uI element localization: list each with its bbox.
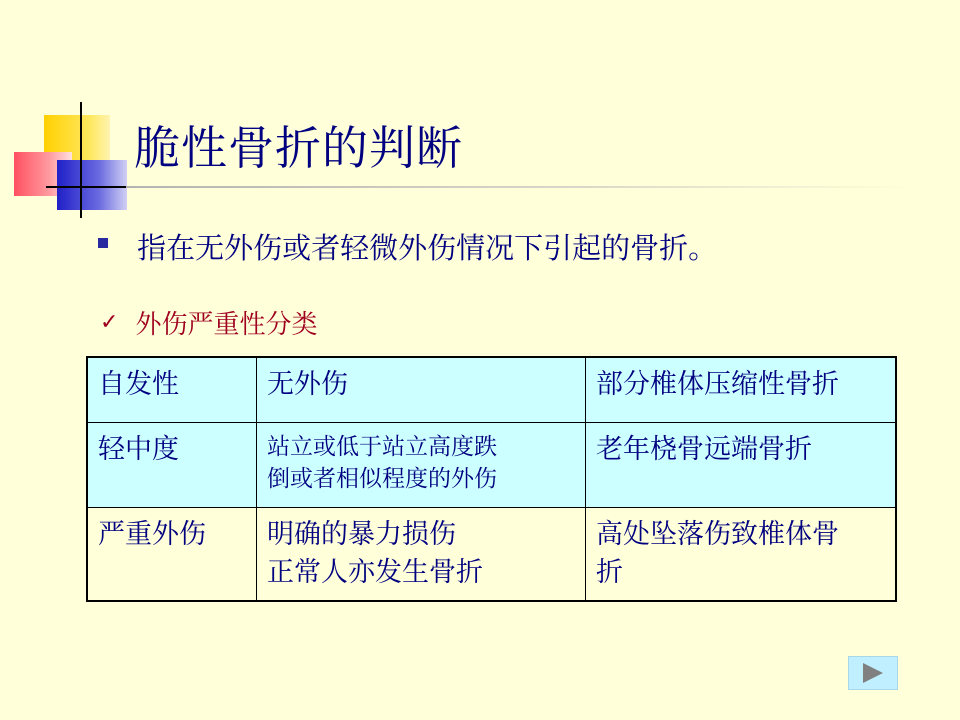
title-underline xyxy=(82,186,912,188)
table-cell xyxy=(586,508,897,602)
play-arrow-icon xyxy=(863,663,883,683)
subheading xyxy=(100,304,318,341)
next-slide-button[interactable] xyxy=(848,656,898,690)
table-cell: 严重外伤 xyxy=(87,508,257,602)
subheading-text: 外伤严重性分类 xyxy=(135,310,318,340)
cell-line: 明确的暴力损伤 xyxy=(267,519,456,550)
table-cell: 部分椎体压缩性骨折 xyxy=(586,357,897,423)
bullet-text: 指在无外伤或者轻微外伤情况下引起的骨折。 xyxy=(137,231,718,265)
cell-line: 站立或低于站立高度跌 xyxy=(267,434,497,460)
cell-line: 折 xyxy=(596,557,623,588)
cell-line: 正常人亦发生骨折 xyxy=(267,557,483,588)
decor-horizontal-line xyxy=(46,186,126,188)
table-row xyxy=(87,508,896,602)
table-cell: 自发性 xyxy=(87,357,257,423)
table-cell xyxy=(257,508,586,602)
slide-title: 脆性骨折的判断 xyxy=(134,121,463,175)
trauma-classification-table xyxy=(86,356,897,602)
bullet-square-icon xyxy=(98,238,108,248)
table-cell xyxy=(257,423,586,508)
table-row xyxy=(87,423,896,508)
table-row xyxy=(87,357,896,423)
checkmark-icon: ✓ xyxy=(100,310,119,335)
decor-vertical-line xyxy=(80,102,82,218)
cell-line: 倒或者相似程度的外伤 xyxy=(267,466,497,492)
cell-line: 高处坠落伤致椎体骨 xyxy=(596,519,839,550)
decor-blue-square xyxy=(57,160,127,210)
table-cell: 无外伤 xyxy=(257,357,586,423)
table-cell: 老年桡骨远端骨折 xyxy=(586,423,897,508)
table-cell: 轻中度 xyxy=(87,423,257,508)
bullet-item xyxy=(98,226,717,267)
